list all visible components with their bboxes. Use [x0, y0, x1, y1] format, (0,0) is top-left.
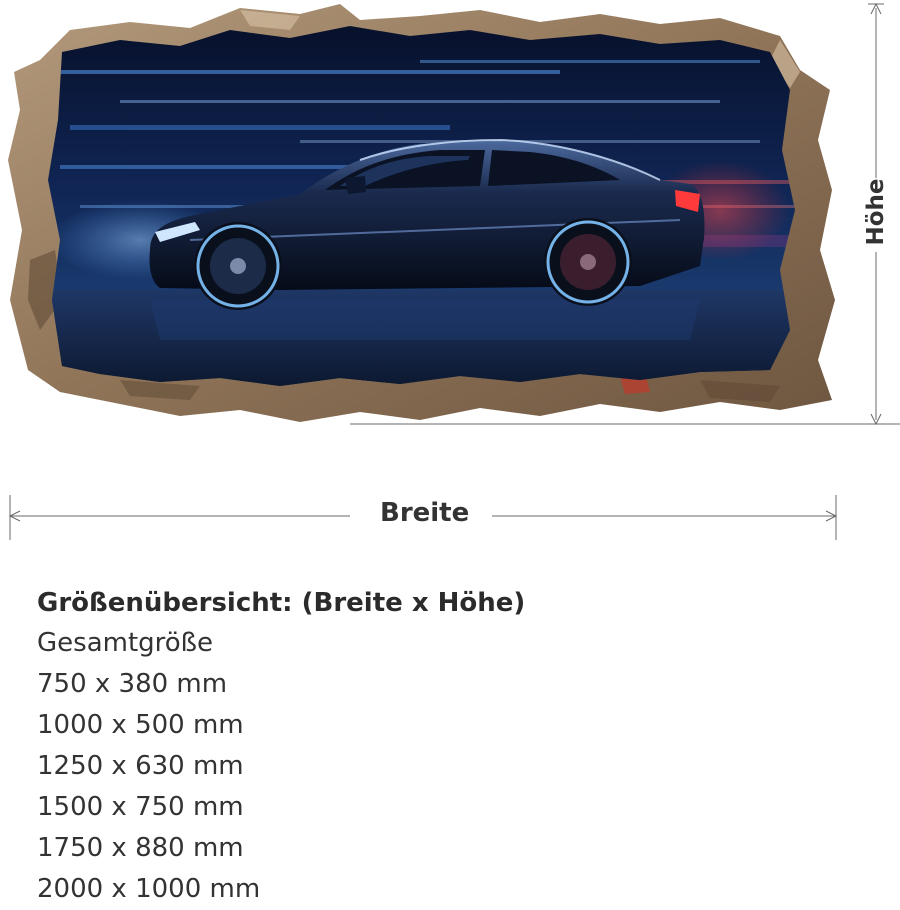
size-option: 1750 x 880 mm — [37, 833, 244, 863]
size-overview-subtitle: Gesamtgröße — [37, 628, 214, 658]
size-option: 1000 x 500 mm — [37, 710, 244, 740]
size-option: 750 x 380 mm — [37, 669, 228, 699]
size-overview — [37, 583, 857, 910]
width-label: Breite — [380, 498, 470, 528]
size-option: 1250 x 630 mm — [37, 751, 244, 781]
size-option: 2000 x 1000 mm — [37, 874, 261, 904]
front-wheel — [194, 222, 282, 310]
height-label: Höhe — [863, 178, 889, 246]
car-photo — [40, 20, 820, 400]
size-option: 1500 x 750 mm — [37, 792, 244, 822]
rear-wheel — [544, 218, 632, 306]
size-overview-title: Größenübersicht: (Breite x Höhe) — [37, 588, 526, 618]
